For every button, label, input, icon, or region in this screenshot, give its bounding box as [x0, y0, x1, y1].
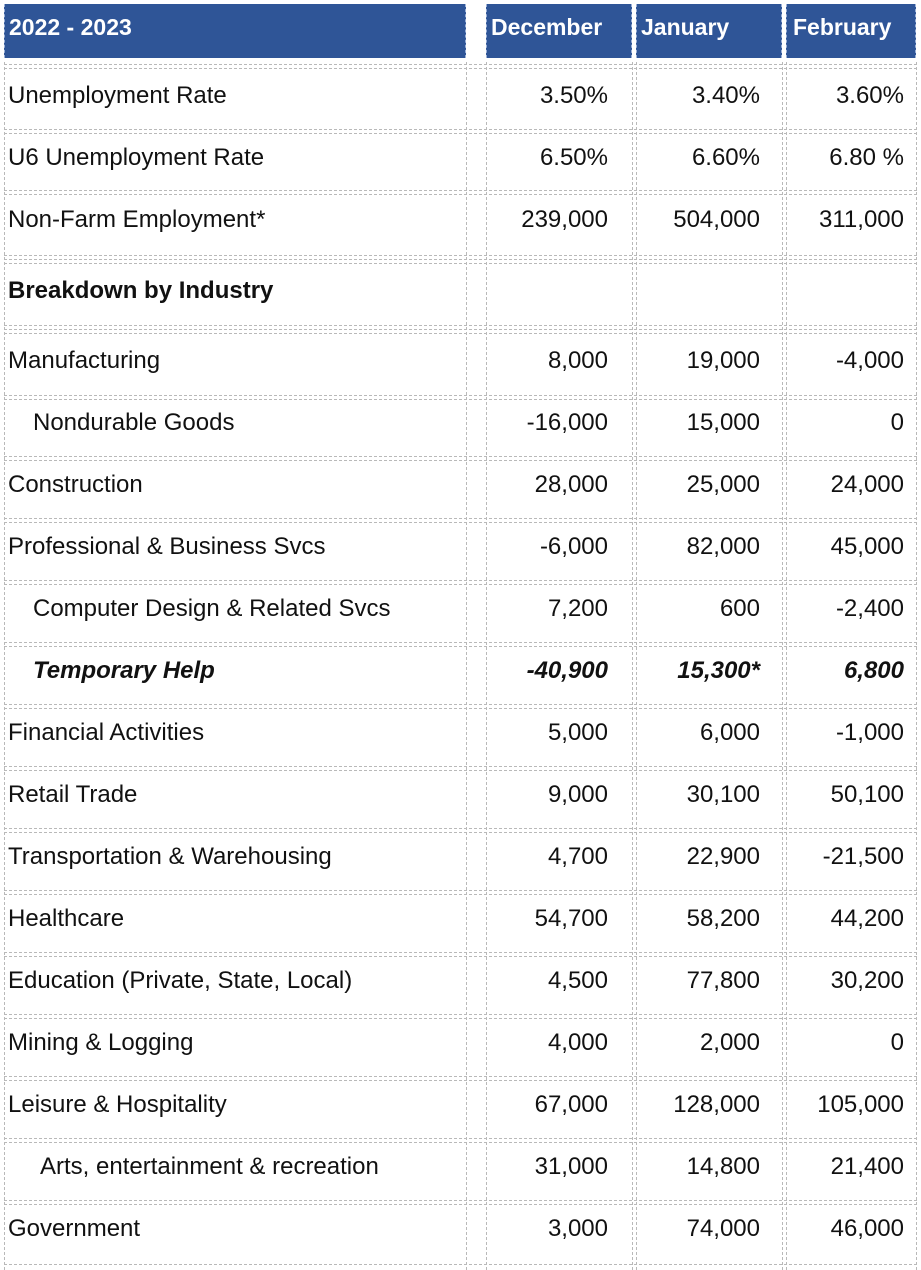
- table-row: [0, 1013, 921, 1073]
- value-december: 8,000: [547, 347, 608, 374]
- value-december: 9,000: [547, 781, 608, 808]
- value-december: 67,000: [534, 1091, 608, 1118]
- row-label: Non-Farm Employment*: [8, 206, 266, 233]
- row-label: Computer Design & Related Svcs: [33, 595, 391, 622]
- table-row: [0, 393, 921, 453]
- value-december: 7,200: [547, 595, 608, 622]
- value-december: 4,700: [547, 843, 608, 870]
- value-january: 128,000: [673, 1091, 760, 1118]
- value-january: 19,000: [686, 347, 760, 374]
- table-row: [0, 331, 921, 391]
- value-february: 105,000: [817, 1091, 904, 1118]
- grid-line: [4, 325, 917, 326]
- value-february: 44,200: [830, 905, 904, 932]
- value-january: 22,900: [686, 843, 760, 870]
- value-december: 4,500: [547, 967, 608, 994]
- table-row: [0, 1199, 921, 1259]
- value-january: 14,800: [686, 1153, 760, 1180]
- section-heading-row: [0, 261, 921, 321]
- table-row: [0, 951, 921, 1011]
- value-december: -16,000: [526, 409, 608, 436]
- value-february: 311,000: [819, 206, 904, 233]
- row-label: Transportation & Warehousing: [8, 843, 332, 870]
- grid-line: [4, 329, 917, 330]
- row-label: Education (Private, State, Local): [8, 967, 353, 994]
- value-january: 504,000: [673, 206, 760, 233]
- grid-line: [4, 64, 917, 65]
- value-february: 0: [890, 1029, 904, 1056]
- value-december: 3.50%: [539, 82, 608, 109]
- header-december: December: [486, 4, 632, 58]
- value-january: 3.40%: [691, 82, 760, 109]
- value-february: 21,400: [830, 1153, 904, 1180]
- table-row: [0, 1137, 921, 1197]
- table-row: [0, 703, 921, 763]
- value-january: 74,000: [686, 1215, 760, 1242]
- row-label: Government: [8, 1215, 141, 1242]
- value-january: 82,000: [686, 533, 760, 560]
- value-december: 28,000: [534, 471, 608, 498]
- value-january: 15,300*: [677, 657, 760, 684]
- header-february: February: [786, 4, 916, 58]
- row-label: Retail Trade: [8, 781, 138, 808]
- row-label: U6 Unemployment Rate: [8, 144, 265, 171]
- row-label: Unemployment Rate: [8, 82, 227, 109]
- row-label: Leisure & Hospitality: [8, 1091, 227, 1118]
- value-december: 3,000: [547, 1215, 608, 1242]
- value-january: 600: [719, 595, 760, 622]
- value-december: 31,000: [534, 1153, 608, 1180]
- row-label: Financial Activities: [8, 719, 205, 746]
- value-december: 4,000: [547, 1029, 608, 1056]
- value-february: 45,000: [830, 533, 904, 560]
- value-february: -4,000: [835, 347, 904, 374]
- value-december: 6.50%: [539, 144, 608, 171]
- value-february: 6.80 %: [829, 144, 904, 171]
- row-label: Professional & Business Svcs: [8, 533, 326, 560]
- value-january: 6.60%: [691, 144, 760, 171]
- table-row: [0, 128, 921, 188]
- table-row: [0, 455, 921, 515]
- value-january: 2,000: [699, 1029, 760, 1056]
- value-january: 25,000: [686, 471, 760, 498]
- value-february: 6,800: [843, 657, 904, 684]
- header-period: 2022 - 2023: [4, 4, 466, 58]
- table-row: [0, 1075, 921, 1135]
- value-february: 0: [890, 409, 904, 436]
- value-february: -21,500: [822, 843, 904, 870]
- row-label: Temporary Help: [33, 657, 215, 684]
- value-february: 24,000: [830, 471, 904, 498]
- row-label: Mining & Logging: [8, 1029, 194, 1056]
- value-december: 239,000: [521, 206, 608, 233]
- value-january: 77,800: [686, 967, 760, 994]
- value-january: 6,000: [699, 719, 760, 746]
- grid-line: [4, 259, 917, 260]
- row-label: Arts, entertainment & recreation: [40, 1153, 379, 1180]
- value-february: 30,200: [830, 967, 904, 994]
- row-label: Manufacturing: [8, 347, 161, 374]
- value-december: 5,000: [547, 719, 608, 746]
- value-february: -2,400: [835, 595, 904, 622]
- table-row: [0, 190, 921, 250]
- table-row: [0, 579, 921, 639]
- value-february: 50,100: [830, 781, 904, 808]
- grid-line: [4, 1264, 917, 1265]
- value-december: 54,700: [534, 905, 608, 932]
- value-january: 30,100: [686, 781, 760, 808]
- value-february: 3.60%: [835, 82, 904, 109]
- value-january: 58,200: [686, 905, 760, 932]
- value-december: -40,900: [526, 657, 608, 684]
- value-february: -1,000: [835, 719, 904, 746]
- grid-line: [4, 255, 917, 256]
- value-january: 15,000: [686, 409, 760, 436]
- table-row: [0, 765, 921, 825]
- table-row: [0, 889, 921, 949]
- table-row: [0, 66, 921, 126]
- table-row: [0, 827, 921, 887]
- value-december: -6,000: [539, 533, 608, 560]
- table-row-highlight: [0, 641, 921, 701]
- row-label: Nondurable Goods: [33, 409, 235, 436]
- table-row: [0, 517, 921, 577]
- section-heading: Breakdown by Industry: [8, 277, 274, 304]
- row-label: Construction: [8, 471, 143, 498]
- table-header: [0, 0, 921, 62]
- row-label: Healthcare: [8, 905, 125, 932]
- header-january: January: [636, 4, 782, 58]
- value-february: 46,000: [830, 1215, 904, 1242]
